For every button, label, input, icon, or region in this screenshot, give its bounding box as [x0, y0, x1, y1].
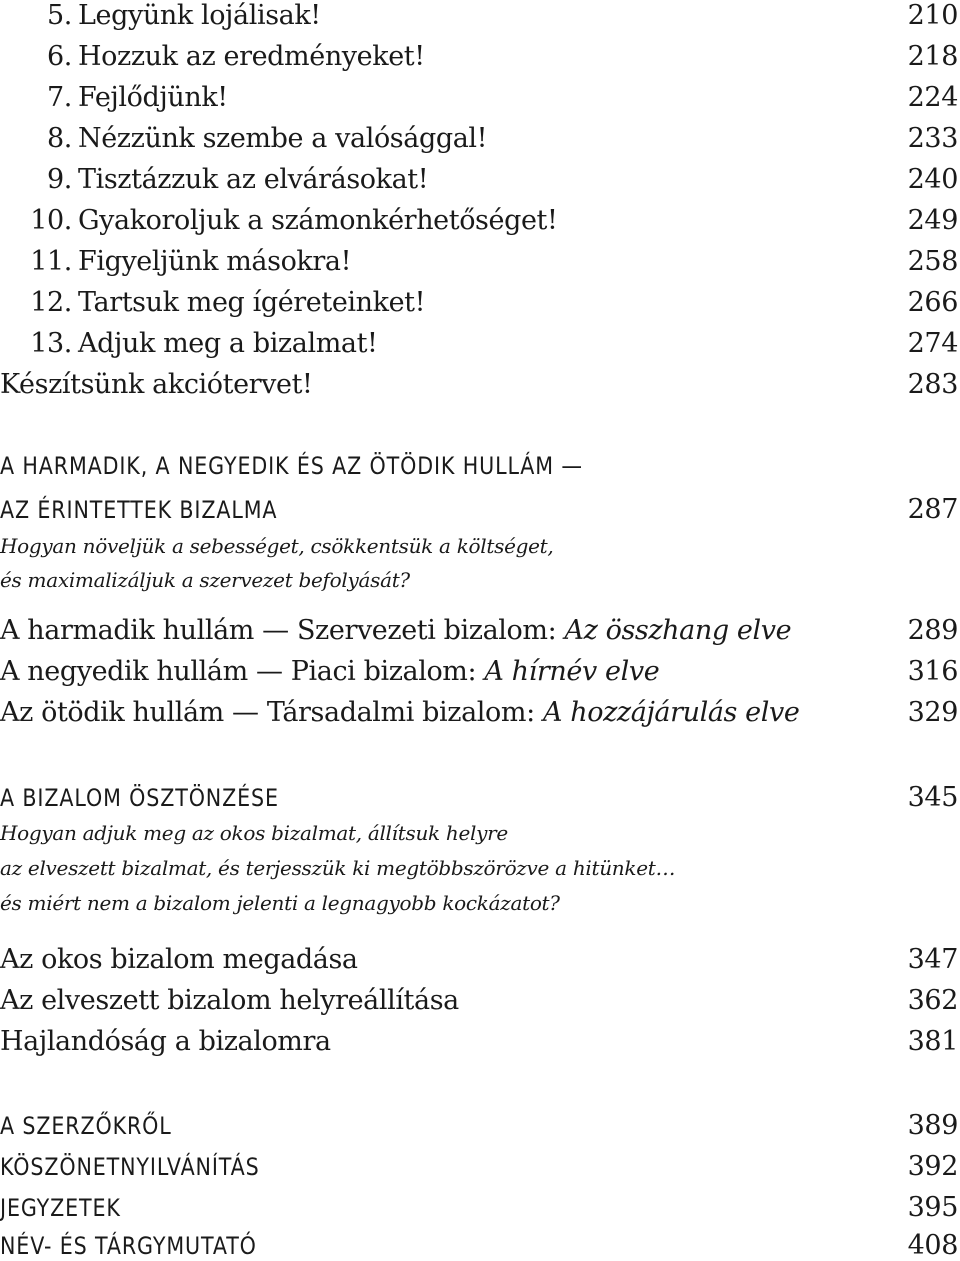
toc-page-number: 362: [907, 985, 958, 1016]
toc-page-number: 258: [907, 246, 958, 277]
toc-entry[interactable]: [0, 41, 958, 72]
toc-entry-label: Hajlandóság a bizalomra: [0, 1026, 331, 1057]
toc-entry-action-plan[interactable]: [0, 369, 958, 400]
toc-entry[interactable]: [0, 287, 958, 318]
toc-entry[interactable]: [0, 1026, 958, 1057]
toc-entry[interactable]: [0, 656, 958, 687]
toc-entry-label: Az okos bizalom megadása: [0, 944, 358, 975]
toc-entry-label: 12. Tartsuk meg ígéreteinket!: [30, 287, 426, 318]
toc-entry-label: 10. Gyakoroljuk a számonkérhetőséget!: [30, 205, 558, 236]
toc-entry[interactable]: [0, 82, 958, 113]
toc-entry-label: 8. Nézzünk szembe a valósággal!: [47, 123, 488, 154]
toc-entry[interactable]: [0, 164, 958, 195]
toc-entry-label: 9. Tisztázzuk az elvárásokat!: [47, 164, 429, 195]
toc-entry[interactable]: [0, 697, 958, 728]
section-subtitle: és miért nem a bizalom jelenti a legnagyobb kockázatot?: [0, 891, 560, 915]
toc-page-number: 389: [907, 1110, 958, 1141]
toc-page-number: 210: [907, 0, 958, 31]
toc-page-number: 224: [907, 82, 958, 113]
toc-page-number: 218: [907, 41, 958, 72]
toc-entry-label: 7. Fejlődjünk!: [47, 82, 228, 113]
toc-entry[interactable]: [0, 205, 958, 236]
toc-page-number: 249: [907, 205, 958, 236]
toc-entry-back-matter[interactable]: NÉV- ÉS TÁRGYMUTATÓ 408: [0, 1230, 958, 1261]
toc-entry-label: 6. Hozzuk az eredményeket!: [47, 41, 425, 72]
toc-entry[interactable]: [0, 944, 958, 975]
section-subtitle: az elveszett bizalmat, és terjesszük ki megtöbbszörözve a hitünket…: [0, 856, 676, 880]
toc-entry-label: 11. Figyeljünk másokra!: [30, 246, 352, 277]
toc-page-number: 408: [907, 1230, 958, 1261]
toc-page-number: 345: [907, 782, 958, 813]
toc-entry-label: Az elveszett bizalom helyreállítása: [0, 985, 459, 1016]
toc-page-number: 289: [907, 615, 958, 646]
section-heading-waves-line1[interactable]: A HARMADIK, A NEGYEDIK ÉS AZ ÖTÖDIK HULLÁM —: [0, 452, 583, 480]
toc-page-number: 329: [907, 697, 958, 728]
toc-page-number: 287: [907, 494, 958, 525]
toc-page-number: 392: [907, 1151, 958, 1182]
toc-entry-label: Készítsünk akciótervet!: [0, 369, 313, 400]
toc-entry-label: 13. Adjuk meg a bizalmat!: [30, 328, 378, 359]
toc-page-number: 266: [907, 287, 958, 318]
section-subtitle: és maximalizáljuk a szervezet befolyását?: [0, 568, 410, 592]
toc-page-number: 233: [907, 123, 958, 154]
toc-entry[interactable]: [0, 985, 958, 1016]
toc-entry-label: A harmadik hullám — Szervezeti bizalom: Az összhang elve: [0, 615, 792, 646]
toc-page-number: 274: [907, 328, 958, 359]
toc-entry[interactable]: [0, 328, 958, 359]
toc-entry[interactable]: [0, 246, 958, 277]
toc-page-number: 240: [907, 164, 958, 195]
toc-entry-label: 5. Legyünk lojálisak!: [47, 0, 321, 31]
section-heading-waves-line2[interactable]: AZ ÉRINTETTEK BIZALMA 287: [0, 494, 958, 525]
toc-page-number: 381: [907, 1026, 958, 1057]
section-subtitle: Hogyan növeljük a sebességet, csökkentsük a költséget,: [0, 534, 554, 558]
toc-entry[interactable]: [0, 615, 958, 646]
toc-page-number: 283: [907, 369, 958, 400]
section-subtitle: Hogyan adjuk meg az okos bizalmat, állítsuk helyre: [0, 821, 508, 845]
toc-page-number: 395: [907, 1192, 958, 1223]
toc-entry-back-matter[interactable]: A SZERZŐKRŐL 389: [0, 1110, 958, 1141]
toc-entry-back-matter[interactable]: JEGYZETEK 395: [0, 1192, 958, 1223]
toc-page-number: 347: [907, 944, 958, 975]
toc-entry-back-matter[interactable]: KÖSZÖNETNYILVÁNÍTÁS 392: [0, 1151, 958, 1182]
toc-page-number: 316: [907, 656, 958, 687]
toc-entry[interactable]: [0, 123, 958, 154]
toc-entry[interactable]: [0, 0, 958, 31]
section-heading-inspire[interactable]: A BIZALOM ÖSZTÖNZÉSE 345: [0, 782, 958, 813]
toc-entry-label: Az ötödik hullám — Társadalmi bizalom: A hozzájárulás elve: [0, 697, 800, 728]
toc-entry-label: A negyedik hullám — Piaci bizalom: A hírnév elve: [0, 656, 660, 687]
